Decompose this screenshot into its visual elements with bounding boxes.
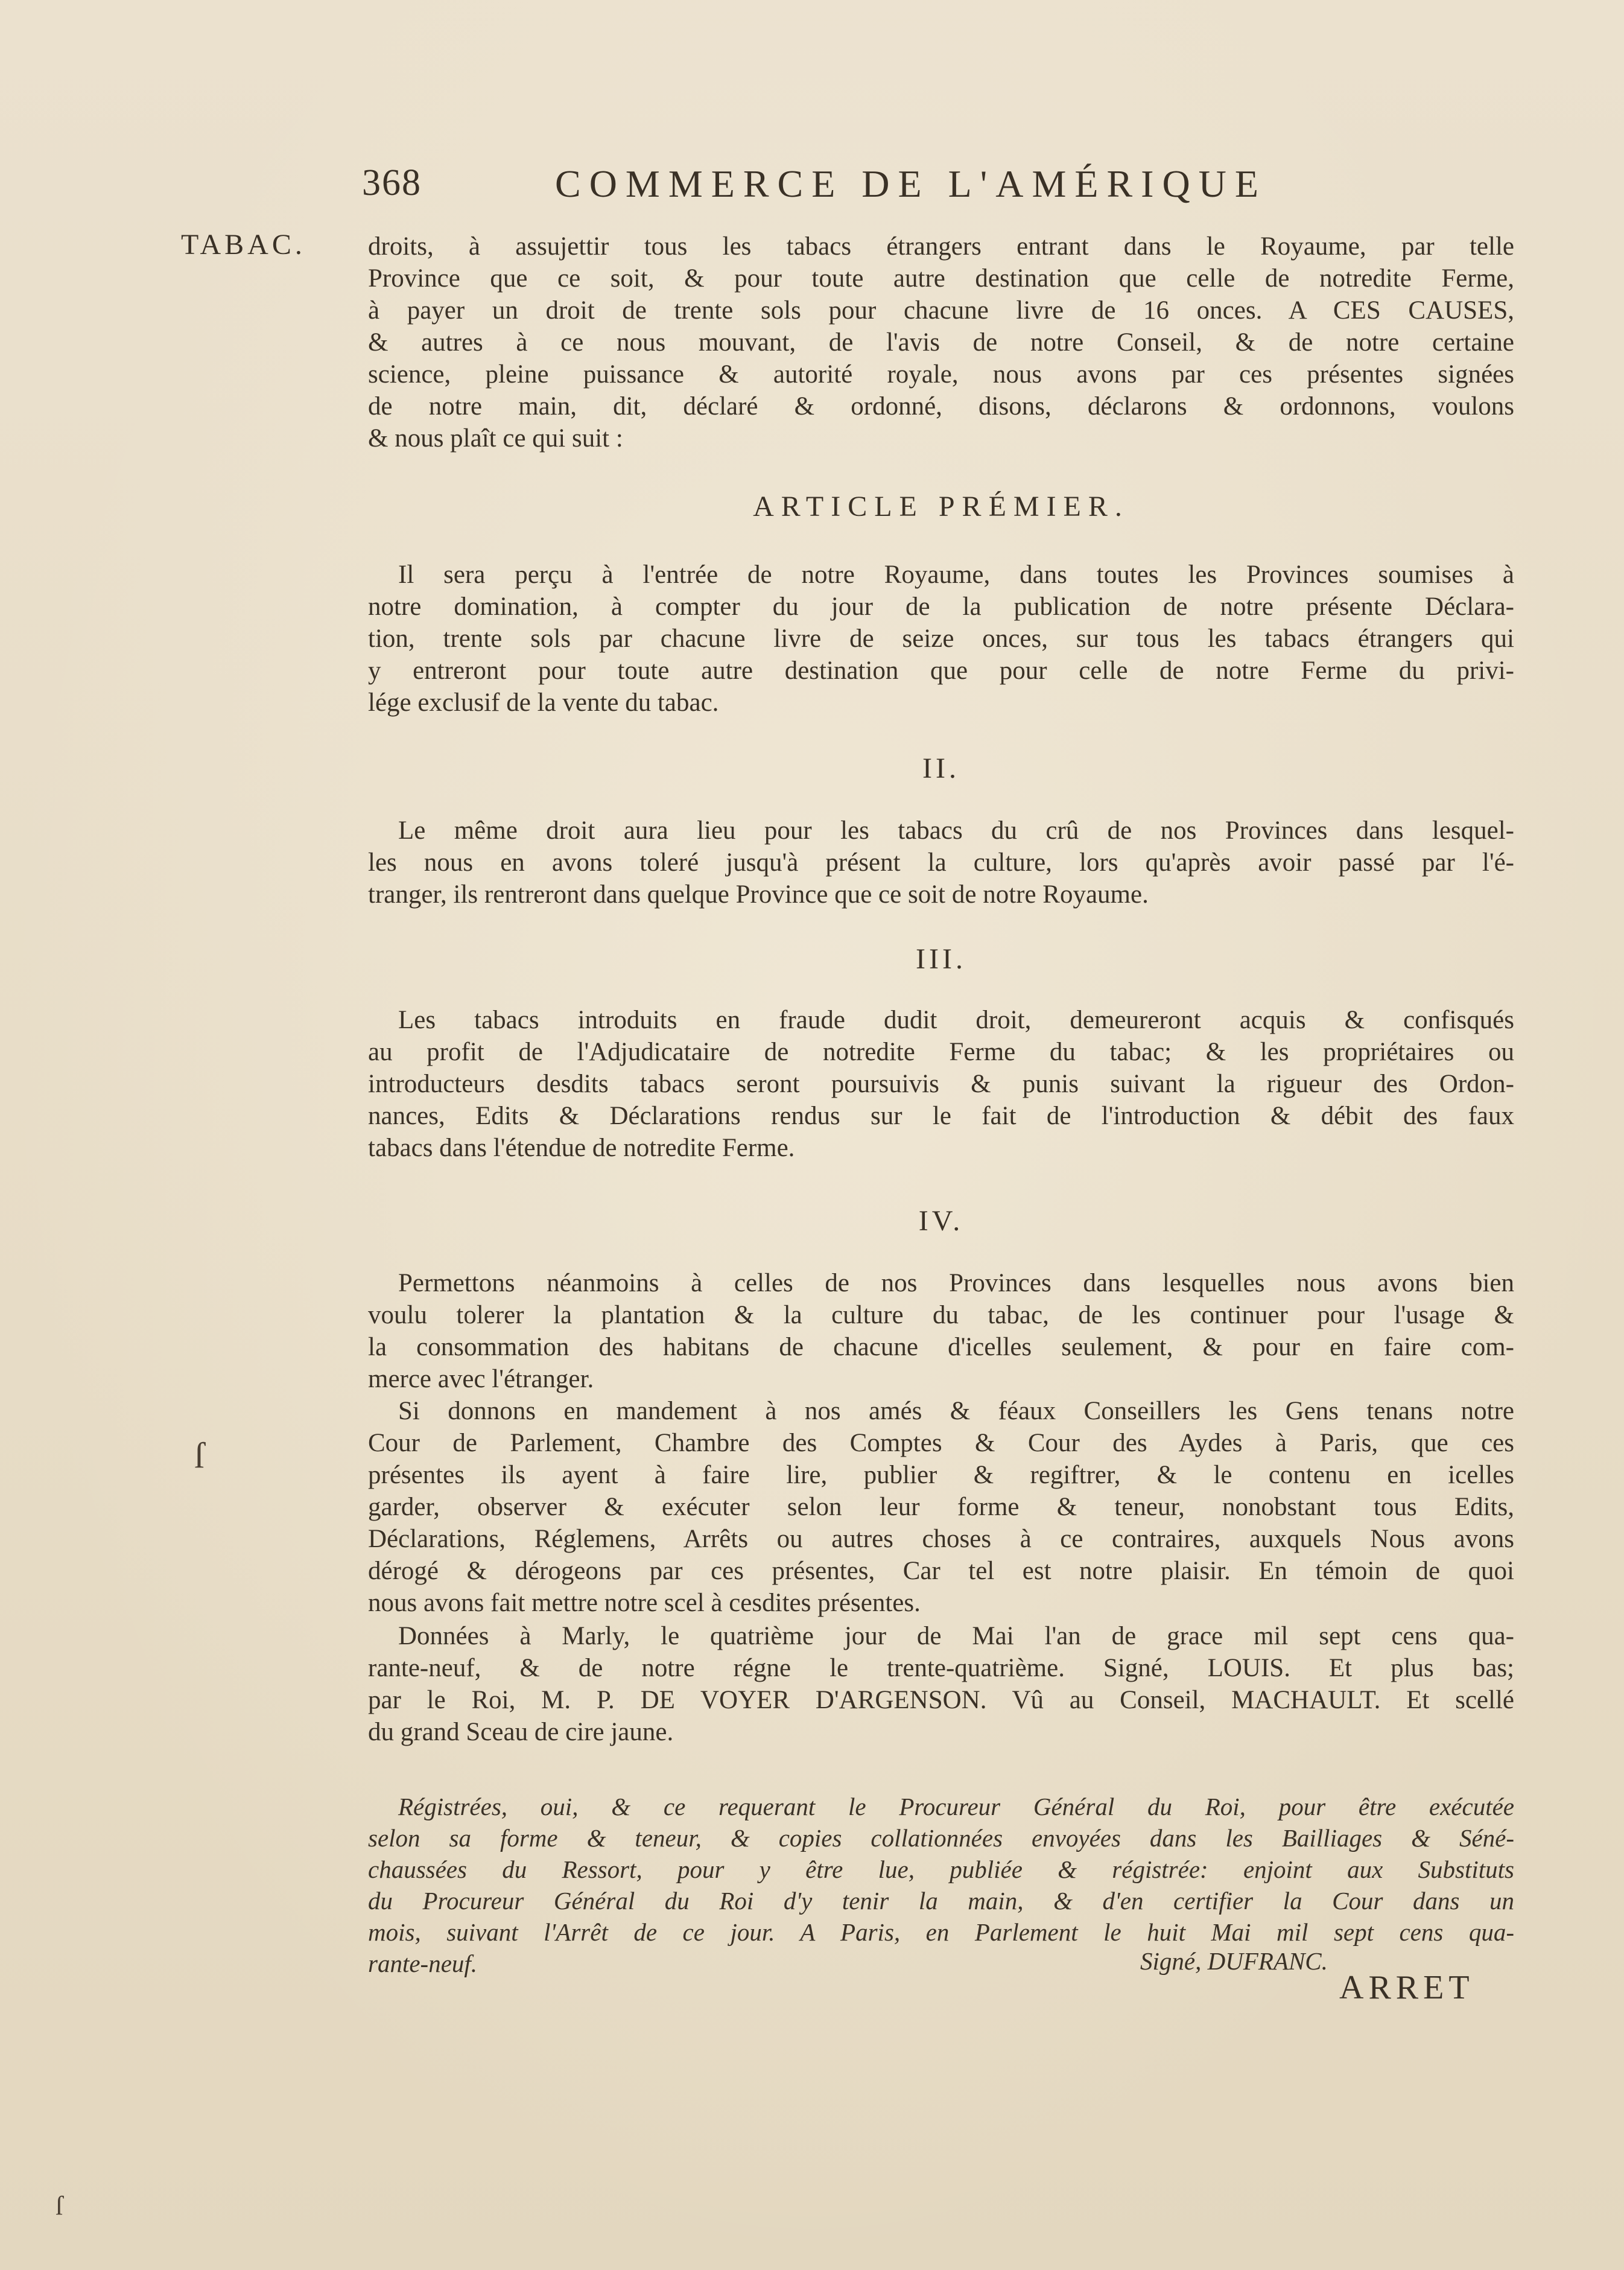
text-line: tabacs dans l'étendue de notredite Ferme. — [368, 1134, 795, 1162]
text-line: voulu tolerer la plantation & la culture du tabac, de les continuer pour l'usage & — [368, 1301, 1514, 1329]
page-number: 368 — [362, 162, 422, 203]
article-heading: II. — [922, 752, 960, 784]
text-line: Permettons néanmoins à celles de nos Provinces dans lesquelles nous avons bien — [398, 1269, 1514, 1297]
text-line: chaussées du Ressort, pour y être lue, publiée & régistrée: enjoint aux Substituts — [368, 1855, 1514, 1883]
text-line: nous avons fait mettre notre scel à cesdites présentes. — [368, 1589, 921, 1617]
text-line: rante-neuf, & de notre régne le trente-quatrième. Signé, LOUIS. Et plus bas; — [368, 1654, 1514, 1682]
text-line: Régistrées, oui, & ce requerant le Procureur Général du Roi, pour être exécutée — [398, 1793, 1514, 1820]
text-line: lége exclusif de la vente du tabac. — [368, 688, 719, 717]
text-line: du Procureur Général du Roi d'y tenir la main, & d'en certifier la Cour dans un — [368, 1887, 1514, 1915]
article-1-text — [368, 559, 1514, 719]
ink-mark: ſ — [194, 1435, 205, 1475]
text-line: notre domination, à compter du jour de la publication de notre présente Déclara- — [368, 593, 1514, 621]
article-heading: III. — [916, 943, 966, 975]
text-line: Les tabacs introduits en fraude dudit droit, demeureront acquis & confisqués — [398, 1006, 1514, 1034]
text-line: y entreront pour toute autre destination que pour celle de notre Ferme du privi- — [368, 657, 1514, 685]
text-line: & nous plaît ce qui suit : — [368, 424, 623, 453]
text-line: garder, observer & exécuter selon leur forme & teneur, nonobstant tous Edits, — [368, 1493, 1514, 1521]
text-line: mois, suivant l'Arrêt de ce jour. A Paris, en Parlement le huit Mai mil sept cens qua- — [368, 1918, 1514, 1946]
text-line: à payer un droit de trente sols pour chacune livre de 16 onces. A CES CAUSES, — [368, 296, 1514, 325]
text-line: introducteurs desdits tabacs seront poursuivis & punis suivant la rigueur des Ordon- — [368, 1070, 1514, 1098]
ink-mark: ſ — [56, 2191, 63, 2221]
signature: Signé, DUFRANC. — [1140, 1947, 1328, 1975]
text-line: tranger, ils rentreront dans quelque Province que ce soit de notre Royaume. — [368, 880, 1149, 909]
text-line: nances, Edits & Déclarations rendus sur le fait de l'introduction & débit des faux — [368, 1102, 1514, 1130]
mandate-paragraph — [368, 1395, 1514, 1619]
text-line: au profit de l'Adjudicataire de notredite Ferme du tabac; & les propriétaires ou — [368, 1038, 1514, 1066]
article-2-text — [368, 815, 1514, 911]
margin-note: TABAC. — [181, 229, 306, 261]
text-line: tion, trente sols par chacune livre de seize onces, sur tous les tabacs étrangers qui — [368, 625, 1514, 653]
article-3-text — [368, 1004, 1514, 1164]
registration-paragraph — [368, 1791, 1514, 1979]
intro-paragraph — [368, 230, 1514, 454]
page-header — [362, 162, 1375, 210]
text-line: dérogé & dérogeons par ces présentes, Car tel est notre plaisir. En témoin de quoi — [368, 1557, 1514, 1585]
text-line: Il sera perçu à l'entrée de notre Royaume, dans toutes les Provinces soumises à — [398, 561, 1514, 589]
text-line: selon sa forme & teneur, & copies collationnées envoyées dans les Bailliages & Séné- — [368, 1824, 1514, 1852]
text-line: & autres à ce nous mouvant, de l'avis de notre Conseil, & de notre certaine — [368, 328, 1514, 357]
text-line: Si donnons en mandement à nos amés & féaux Conseillers les Gens tenans notre — [398, 1397, 1514, 1425]
text-line: Déclarations, Réglemens, Arrêts ou autres choses à ce contraires, auxquels Nous avons — [368, 1525, 1514, 1553]
text-line: Province que ce soit, & pour toute autre destination que celle de notredite Ferme, — [368, 264, 1514, 293]
text-line: Le même droit aura lieu pour les tabacs du crû de nos Provinces dans lesquel- — [398, 816, 1514, 845]
text-line: rante-neuf. — [368, 1950, 478, 1977]
text-line: science, pleine puissance & autorité royale, nous avons par ces présentes signées — [368, 360, 1514, 389]
given-paragraph — [368, 1620, 1514, 1748]
catchword: ARRET — [1339, 1969, 1474, 2006]
article-heading: IV. — [918, 1205, 964, 1237]
text-line: les nous en avons toleré jusqu'à présent la culture, lors qu'après avoir passé par l'é- — [368, 848, 1514, 877]
article-heading: ARTICLE PRÉMIER. — [753, 491, 1129, 523]
text-line: Cour de Parlement, Chambre des Comptes & Cour des Aydes à Paris, que ces — [368, 1429, 1514, 1457]
text-line: merce avec l'étranger. — [368, 1365, 594, 1393]
text-line: Données à Marly, le quatrième jour de Mai l'an de grace mil sept cens qua- — [398, 1622, 1514, 1650]
text-line: par le Roi, M. P. DE VOYER D'ARGENSON. Vû au Conseil, MACHAULT. Et scellé — [368, 1686, 1514, 1714]
text-line: la consommation des habitans de chacune d'icelles seulement, & pour en faire com- — [368, 1333, 1514, 1361]
text-line: de notre main, dit, déclaré & ordonné, disons, déclarons & ordonnons, voulons — [368, 392, 1514, 421]
article-4-text — [368, 1267, 1514, 1395]
text-line: droits, à assujettir tous les tabacs étrangers entrant dans le Royaume, par telle — [368, 232, 1514, 261]
running-head: COMMERCE DE L'AMÉRIQUE — [555, 162, 1267, 205]
text-line: présentes ils ayent à faire lire, publier & regiftrer, & le contenu en icelles — [368, 1461, 1514, 1489]
text-line: du grand Sceau de cire jaune. — [368, 1718, 674, 1746]
